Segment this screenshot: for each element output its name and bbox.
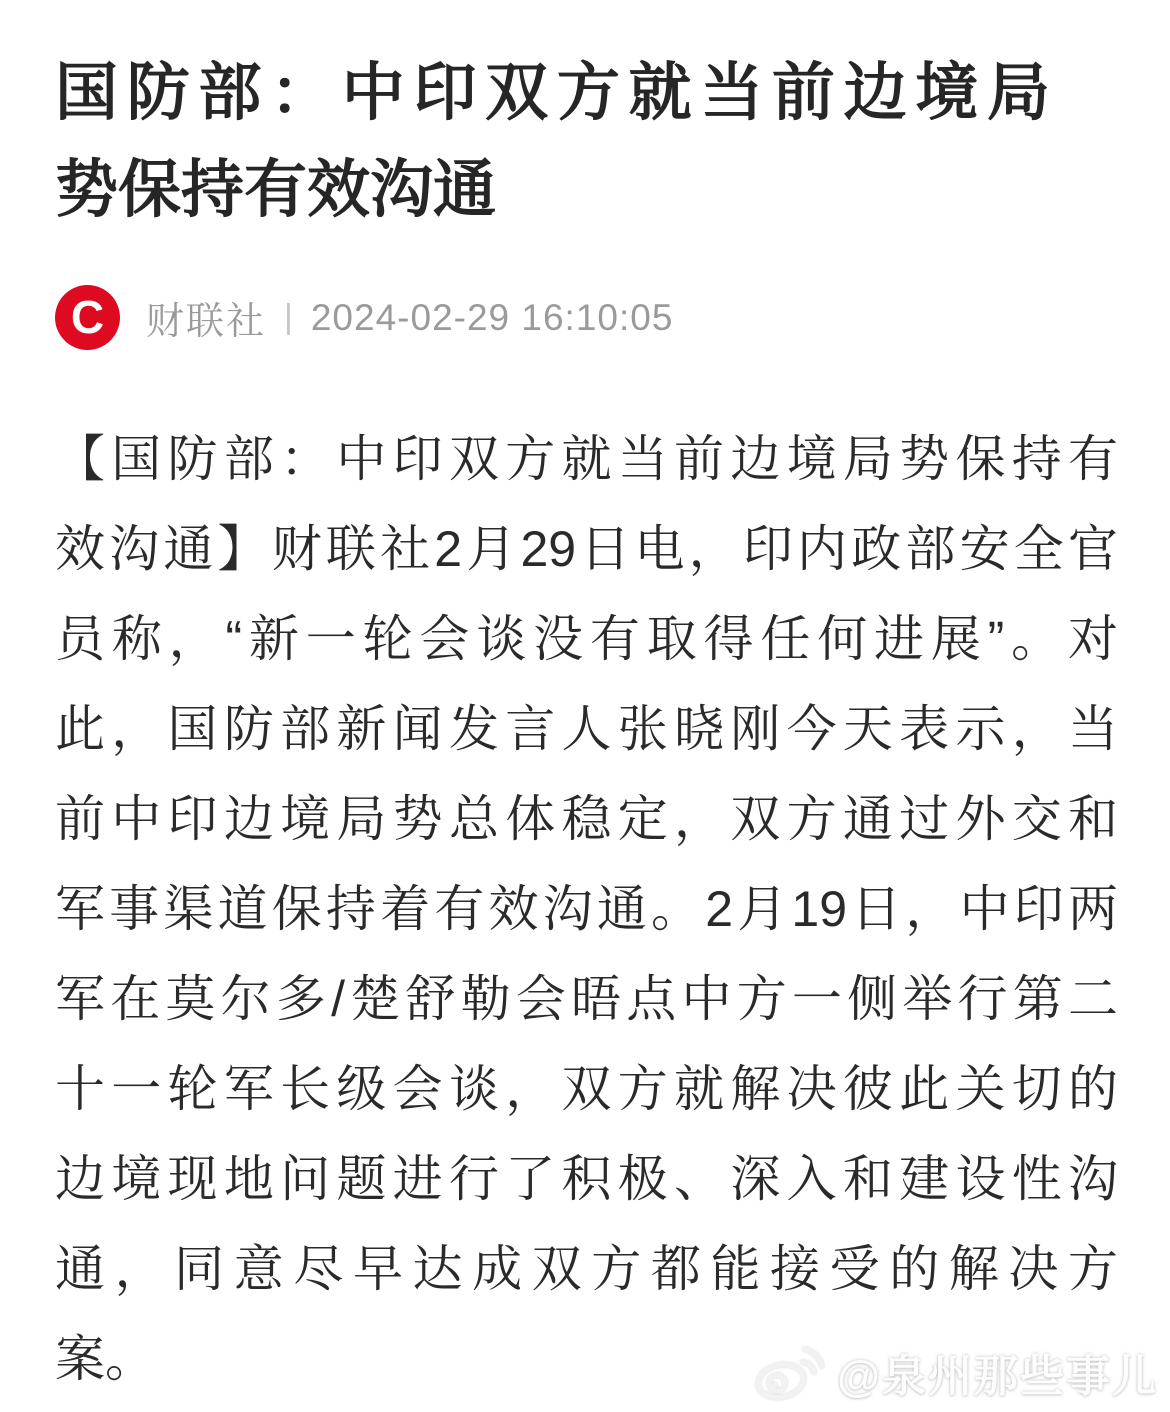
publish-timestamp: 2024-02-29 16:10:05 xyxy=(310,296,674,338)
byline-separator: | xyxy=(284,298,293,336)
article-body xyxy=(55,414,1118,1404)
body-line: 案。 xyxy=(55,1331,155,1387)
body-line: 军事渠道保持着有效沟通。2月19日，中印两 xyxy=(55,881,1118,937)
article-title xyxy=(55,45,1050,239)
cailianshe-logo-icon[interactable]: C xyxy=(55,285,120,350)
body-line: 边境现地问题进行了积极、深入和建设性沟 xyxy=(55,1151,1118,1207)
body-line: 前中印边境局势总体稳定，双方通过外交和 xyxy=(55,791,1118,847)
title-line: 势保持有效沟通 xyxy=(55,155,496,225)
body-line: 【国防部：中印双方就当前边境局势保持有 xyxy=(55,431,1118,487)
body-line: 军在莫尔多/楚舒勒会晤点中方一侧举行第二 xyxy=(55,971,1118,1027)
body-line: 通，同意尽早达成双方都能接受的解决方 xyxy=(55,1241,1118,1297)
body-line: 此，国防部新闻发言人张晓刚今天表示，当 xyxy=(55,701,1118,757)
byline xyxy=(55,285,1118,350)
body-line: 十一轮军长级会谈，双方就解决彼此关切的 xyxy=(55,1061,1118,1117)
body-line: 效沟通】财联社2月29日电，印内政部安全官 xyxy=(55,521,1118,577)
watermark-text: @泉州那些事儿 xyxy=(837,1352,1158,1401)
body-line: 员称，“新一轮会谈没有取得任何进展”。对 xyxy=(55,611,1118,667)
title-line: 国防部：中印双方就当前边境局 xyxy=(55,58,1050,128)
source-name[interactable]: 财联社 xyxy=(146,301,267,343)
